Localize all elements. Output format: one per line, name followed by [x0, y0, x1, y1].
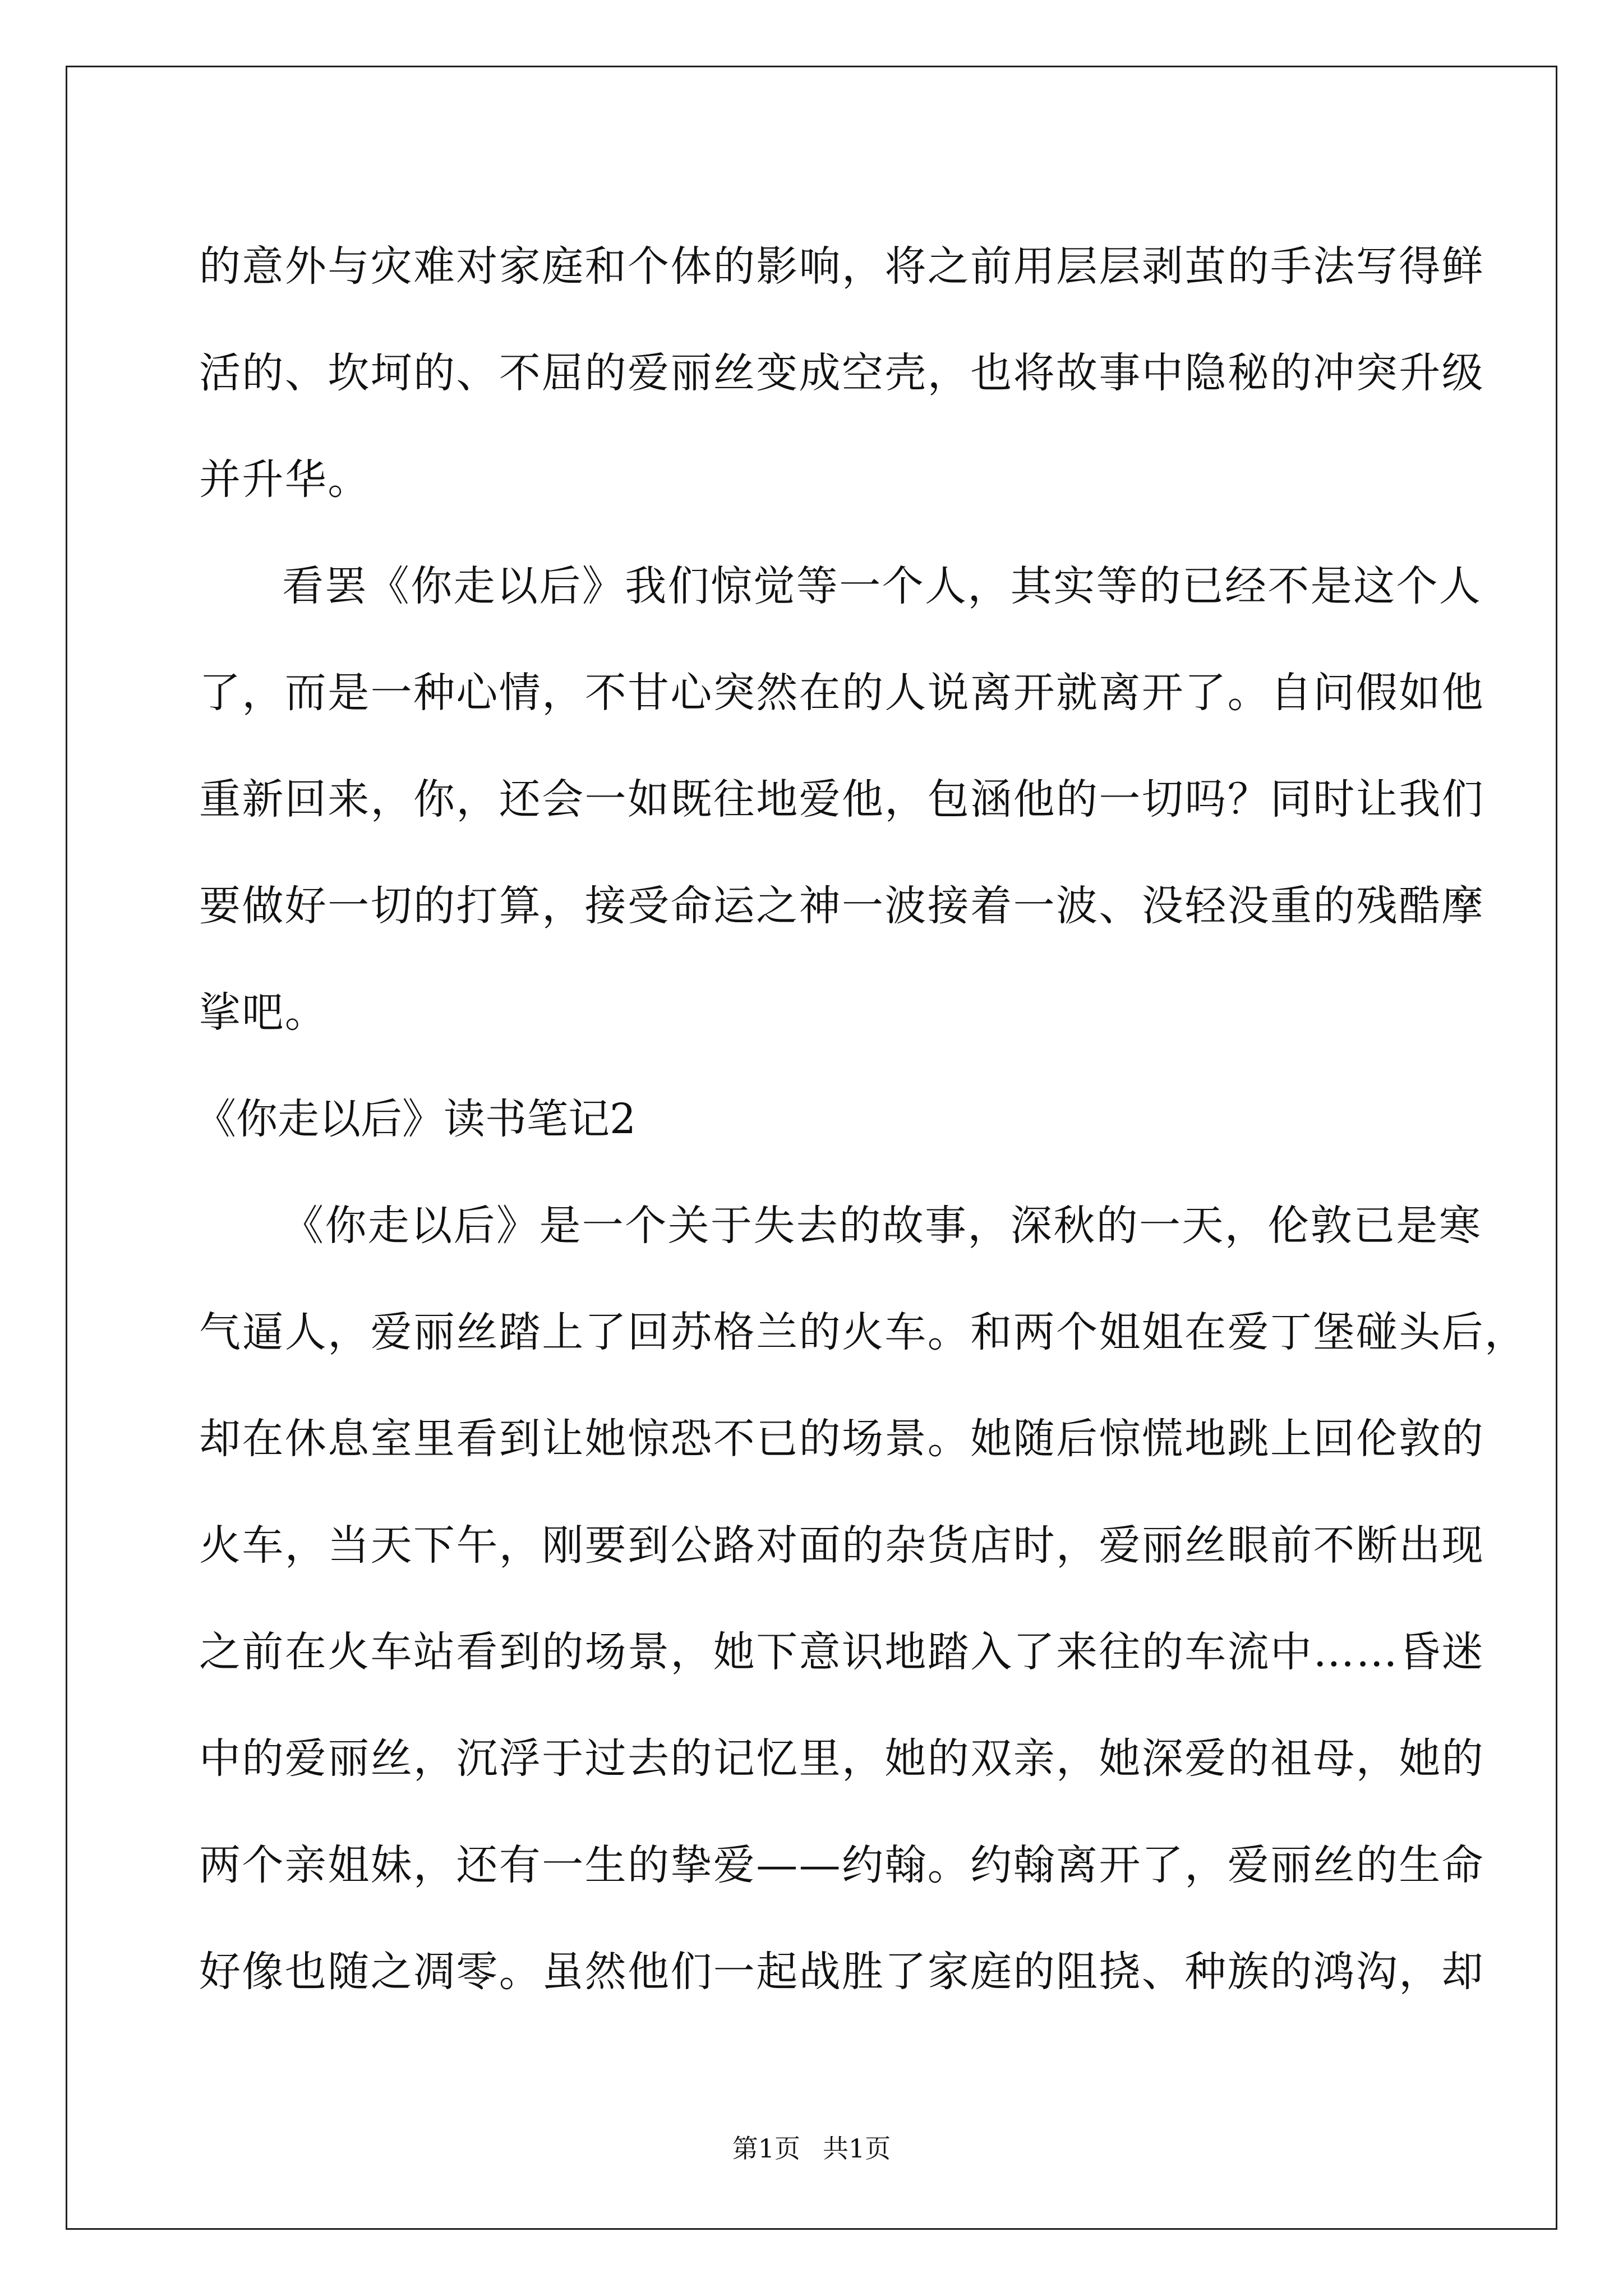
text-line: 火车，当天下午，刚要到公路对面的杂货店时，爱丽丝眼前不断出现	[199, 1521, 1484, 1570]
text-line: 看罢《你走以后》我们惊觉等一个人，其实等的已经不是这个人	[282, 562, 1482, 610]
text-line: 的意外与灾难对家庭和个体的影响，将之前用层层剥茧的手法写得鲜	[199, 242, 1484, 291]
text-line: 两个亲姐妹，还有一生的挚爱——约翰。约翰离开了，爱丽丝的生命	[199, 1841, 1484, 1889]
text-line: 挲吧。	[199, 988, 328, 1037]
section-heading: 《你走以后》读书笔记2	[195, 1095, 637, 1143]
text-line: 要做好一切的打算，接受命运之神一波接着一波、没轻没重的残酷摩	[199, 882, 1484, 930]
text-line: 并升华。	[199, 455, 371, 504]
page-number: 第1页	[732, 2133, 800, 2164]
text-line: 却在休息室里看到让她惊恐不已的场景。她随后惊慌地跳上回伦敦的	[199, 1415, 1484, 1463]
text-line: 气逼人，爱丽丝踏上了回苏格兰的火车。和两个姐姐在爱丁堡碰头后，	[199, 1308, 1528, 1356]
text-line: 活的、坎坷的、不屈的爱丽丝变成空壳，也将故事中隐秘的冲突升级	[199, 349, 1484, 397]
page-footer	[0, 2132, 1623, 2165]
document-body	[195, 213, 1528, 2025]
paragraph	[199, 533, 1484, 1066]
text-line: 《你走以后》是一个关于失去的故事，深秋的一天，伦敦已是寒	[282, 1202, 1482, 1250]
text-line: 好像也随之凋零。虽然他们一起战胜了家庭的阻挠、种族的鸿沟，却	[199, 1948, 1484, 1996]
text-line: 重新回来，你，还会一如既往地爱他，包涵他的一切吗？同时让我们	[199, 775, 1484, 823]
text-line: 中的爱丽丝，沉浮于过去的记忆里，她的双亲，她深爱的祖母，她的	[199, 1734, 1484, 1783]
page-total: 共1页	[823, 2133, 891, 2164]
text-line: 了，而是一种心情，不甘心突然在的人说离开就离开了。自问假如他	[199, 669, 1484, 717]
paragraph	[199, 213, 1484, 533]
text-line: 之前在火车站看到的场景，她下意识地踏入了来往的车流中……昏迷	[199, 1628, 1484, 1676]
paragraph	[199, 1172, 1528, 2025]
